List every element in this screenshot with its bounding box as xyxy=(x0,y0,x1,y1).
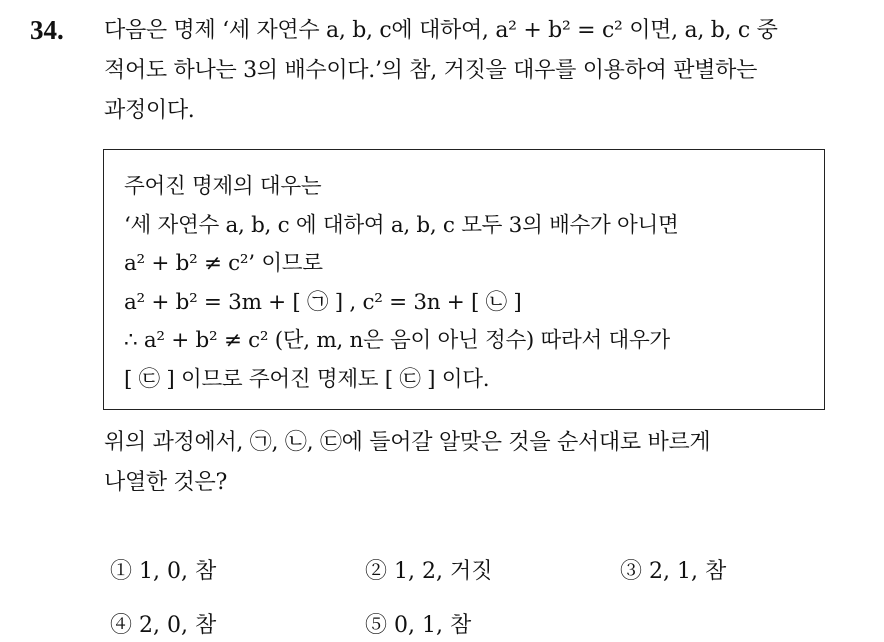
proof-box-content xyxy=(124,168,678,399)
question-stem xyxy=(104,11,864,131)
choice-2[interactable]: ② 1, 2, 거짓 xyxy=(365,559,493,584)
stem-line: 적어도 하나는 3의 배수이다.’의 참, 거짓을 대우를 이용하여 판별하는 xyxy=(104,58,758,83)
proof-line: 주어진 명제의 대우는 xyxy=(124,174,322,199)
choice-3[interactable]: ③ 2, 1, 참 xyxy=(620,559,727,584)
choice-5[interactable]: ⑤ 0, 1, 참 xyxy=(365,613,472,638)
stem-line: 과정이다. xyxy=(104,98,195,123)
proof-line: ‘세 자연수 a, b, c 에 대하여 a, b, c 모두 3의 배수가 아니면 xyxy=(124,212,679,238)
prompt-line: 위의 과정에서, ㉠, ㉡, ㉢에 들어갈 알맞은 것을 순서대로 바르게 xyxy=(104,430,711,455)
proof-line: ∴ a² + b² ≠ c² (단, m, n은 음이 아닌 정수) 따라서 대우가 xyxy=(124,328,670,353)
proof-line: a² + b² ≠ c²’ 이므로 xyxy=(124,251,323,276)
proof-line: a² + b² = 3m + [ ㉠ ] , c² = 3n + [ ㉡ ] xyxy=(124,289,522,315)
proof-line: [ ㉢ ] 이므로 주어진 명제도 [ ㉢ ] 이다. xyxy=(124,366,490,392)
choice-1[interactable]: ① 1, 0, 참 xyxy=(110,559,217,584)
prompt-line: 나열한 것은? xyxy=(104,470,227,495)
choice-4[interactable]: ④ 2, 0, 참 xyxy=(110,613,217,638)
proof-box xyxy=(103,149,825,410)
stem-line: 다음은 명제 ‘세 자연수 a, b, c에 대하여, a² + b² = c² 이면, a, b, c 중 xyxy=(104,18,778,43)
question-number: 34. xyxy=(30,15,64,45)
question-prompt xyxy=(104,423,864,503)
